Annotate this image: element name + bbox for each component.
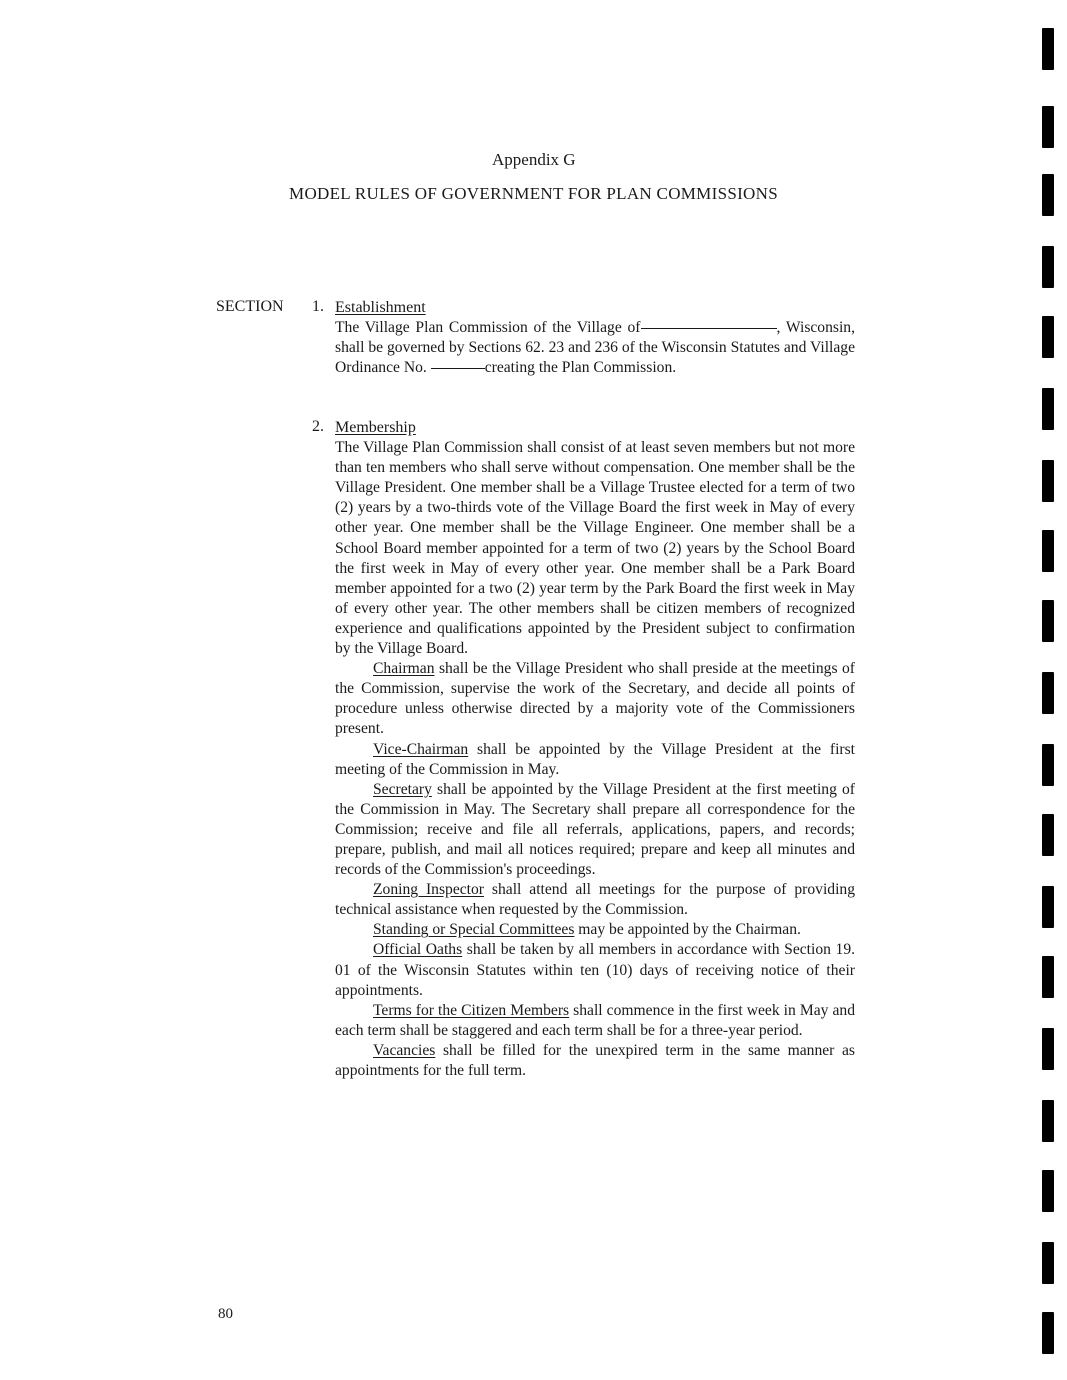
section-membership: [335, 418, 855, 1081]
role-term: Terms for the Citizen Members: [373, 1001, 570, 1019]
role-text: shall be taken by all members in accordance with Section 19. 01 of the Wisconsin Statutes within ten (10) days of receiving notice of their appointments.: [335, 941, 856, 999]
role-paragraph: [335, 659, 855, 739]
binding-mark: [1042, 672, 1054, 714]
binding-mark: [1042, 1242, 1054, 1284]
role-term: Chairman: [373, 660, 435, 678]
body-text: Wisconsin, shall be governed by Sections 62. 23 and 236 of the Wisconsin Statutes and Village Ordinance No.: [335, 319, 855, 377]
section-label: SECTION: [216, 298, 284, 315]
section-number: 2.: [312, 418, 324, 435]
role-text: shall be filled for the unexpired term in the same manner as appointments for the full term.: [335, 1041, 855, 1079]
binding-mark: [1042, 246, 1054, 288]
binding-mark: [1042, 1312, 1054, 1354]
binding-mark: [1042, 1100, 1054, 1142]
section-heading: Establishment: [335, 299, 426, 316]
binding-mark: [1042, 956, 1054, 998]
binding-mark: [1042, 814, 1054, 856]
document-title: MODEL RULES OF GOVERNMENT FOR PLAN COMMISSIONS: [289, 184, 778, 203]
binding-mark: [1042, 174, 1054, 216]
role-paragraph: [335, 1001, 855, 1041]
body-text: ,: [776, 319, 781, 337]
binding-mark: [1042, 316, 1054, 358]
section-body: The Village Plan Commission shall consist of at least seven members but not more than ten members who shall serve without compensation. One member shall be the Village President. One member shall be a Village Trustee elected for a term of two (2) years by a two-thirds vote of the Village Board the first week in May of every other year. One member shall be the Village Engineer. One member shall be a School Board member appointed for a term of two (2) years by the School Board the first week in May of every other year. One member shall be a Park Board member appointed for a two (2) year term by the Park Board the first week in May of every other year. The other members shall be citizen members of recognized experience and qualifications appointed by the President subject to confirmation by the Village Board.: [335, 439, 855, 658]
role-paragraph: [335, 920, 855, 940]
role-paragraph: [335, 940, 855, 1000]
role-term: Secretary: [373, 780, 432, 798]
page-number: 80: [218, 1306, 233, 1322]
section-body: [335, 318, 855, 378]
role-paragraph: [335, 880, 855, 920]
binding-mark: [1042, 1028, 1054, 1070]
role-text: may be appointed by the Chairman.: [574, 921, 801, 939]
body-text: creating the Plan Commission.: [484, 359, 677, 377]
fill-in-blank: [641, 327, 777, 329]
role-text: shall be the Village President who shall preside at the meetings of the Commission, supervise the work of the Secretary, and decide all points of procedure unless otherwise directed by a majority vote of the Commissioners present.: [335, 660, 855, 738]
body-text: The Village Plan Commission of the Village of: [335, 319, 641, 337]
role-paragraph: [335, 780, 855, 880]
role-term: Official Oaths: [373, 941, 463, 959]
section-heading: Membership: [335, 419, 416, 436]
role-paragraph: [335, 1041, 855, 1081]
role-text: shall be appointed by the Village President at the first meeting of the Commission in May. The Secretary shall prepare all correspondence for the Commission; receive and file all referrals, applications, papers, and records; prepare, publish, and mail all notices required; prepare and keep all minutes and records of the Commission's proceedings.: [335, 780, 855, 879]
binding-mark: [1042, 886, 1054, 928]
role-term: Standing or Special Committees: [373, 921, 575, 939]
binding-mark: [1042, 388, 1054, 430]
role-term: Zoning Inspector: [373, 881, 484, 899]
role-text: shall be appointed by the Village President at the first meeting of the Commission in May.: [335, 740, 855, 778]
role-paragraph: [335, 740, 855, 780]
appendix-label: Appendix G: [492, 150, 576, 169]
role-text: shall attend all meetings for the purpose of providing technical assistance when requested by the Commission.: [335, 881, 855, 919]
binding-mark: [1042, 744, 1054, 786]
role-term: Vice-Chairman: [373, 740, 469, 758]
binding-mark: [1042, 600, 1054, 642]
section-number: 1.: [312, 298, 324, 315]
binding-mark: [1042, 106, 1054, 148]
role-text: shall commence in the first week in May and each term shall be staggered and each term shall be for a three-year period.: [335, 1001, 855, 1039]
binding-mark: [1042, 28, 1054, 70]
binding-mark: [1042, 530, 1054, 572]
fill-in-blank: [431, 367, 485, 369]
binding-mark: [1042, 1170, 1054, 1212]
binding-mark: [1042, 460, 1054, 502]
section-establishment: [335, 298, 855, 378]
role-term: Vacancies: [373, 1041, 436, 1059]
